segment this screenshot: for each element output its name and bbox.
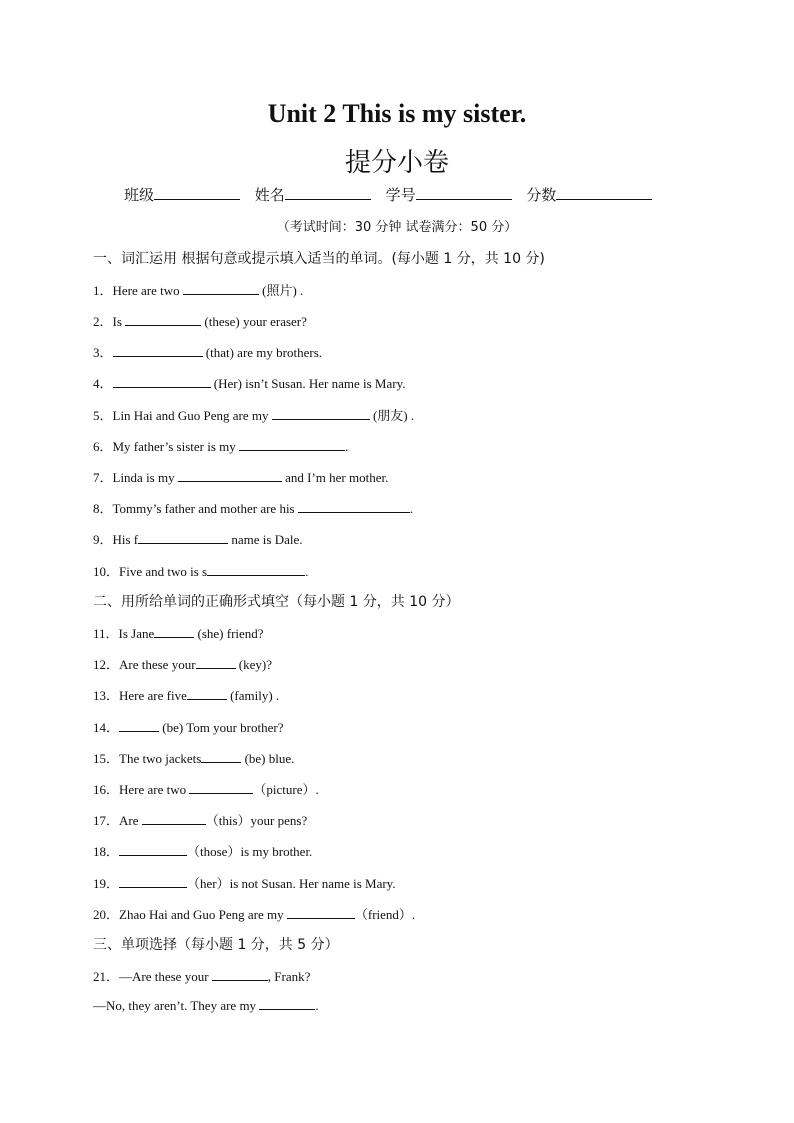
question-hint: （those）is my brother. <box>187 844 313 859</box>
answer-blank[interactable] <box>189 781 253 794</box>
question-text: 17．Are <box>93 813 142 828</box>
question-text: 14． <box>93 720 120 735</box>
question-hint: name is Dale. <box>228 532 303 547</box>
exam-meta: （考试时间：30 分钟 试卷满分：50 分） <box>276 220 518 235</box>
class-label: 班级 <box>124 186 155 204</box>
answer-blank[interactable] <box>113 375 211 388</box>
question-5 <box>93 405 414 424</box>
question-12 <box>93 654 272 673</box>
question-21-reply <box>93 997 319 1014</box>
question-text: 20．Zhao Hai and Guo Peng are my <box>93 907 287 922</box>
student-id-label: 学号 <box>385 186 416 204</box>
question-hint: . <box>305 564 309 579</box>
answer-blank[interactable] <box>142 812 206 825</box>
question-text: 9．His f <box>93 532 139 547</box>
answer-blank[interactable] <box>138 531 228 544</box>
question-17 <box>93 810 307 829</box>
student-info-row <box>124 184 662 205</box>
question-text: 1．Here are two <box>93 283 183 298</box>
question-text: 11．Is Jane <box>93 626 155 641</box>
class-field[interactable] <box>154 185 240 200</box>
answer-blank[interactable] <box>196 656 236 669</box>
question-16 <box>93 779 319 798</box>
question-hint: , Frank? <box>267 969 311 984</box>
name-label: 姓名 <box>254 186 285 204</box>
section-heading-2: 二、用所给单词的正确形式填空（每小题 1 分，共 10 分） <box>93 594 460 610</box>
question-10 <box>93 561 308 580</box>
question-hint: （her）is not Susan. Her name is Mary. <box>187 876 396 891</box>
question-4 <box>93 373 405 392</box>
student-id-field[interactable] <box>416 185 512 200</box>
question-hint: （friend）. <box>354 907 416 922</box>
question-hint: . <box>345 439 349 454</box>
question-text: 19． <box>93 876 120 891</box>
question-hint: (朋友) . <box>369 408 415 423</box>
question-20 <box>93 904 415 923</box>
score-label: 分数 <box>526 186 557 204</box>
question-hint: (be) Tom your brother? <box>159 720 284 735</box>
answer-blank[interactable] <box>119 843 187 856</box>
section-heading-3: 三、单项选择（每小题 1 分，共 5 分） <box>93 937 339 953</box>
question-text: —No, they aren’t. They are my <box>93 998 260 1013</box>
question-hint: （this）your pens? <box>205 813 308 828</box>
question-hint: (she) friend? <box>194 626 264 641</box>
question-15 <box>93 748 294 767</box>
answer-blank[interactable] <box>119 719 159 732</box>
question-text: 4． <box>93 376 113 391</box>
question-hint: (key)? <box>235 657 272 672</box>
question-text: 3． <box>93 345 113 360</box>
question-14 <box>93 717 284 736</box>
question-9 <box>93 529 303 548</box>
answer-blank[interactable] <box>259 997 315 1010</box>
answer-blank[interactable] <box>187 687 227 700</box>
question-text: 7．Linda is my <box>93 470 178 485</box>
question-11 <box>93 623 264 642</box>
answer-blank[interactable] <box>178 469 282 482</box>
question-text: 2．Is <box>93 314 126 329</box>
section-heading-1: 一、词汇运用 根据句意或提示填入适当的单词。(每小题 1 分，共 10 分) <box>93 251 545 267</box>
answer-blank[interactable] <box>239 438 345 451</box>
question-13 <box>93 685 279 704</box>
answer-blank[interactable] <box>212 968 268 981</box>
question-hint: (Her) isn’t Susan. Her name is Mary. <box>210 376 406 391</box>
question-hint: （picture）. <box>253 782 319 797</box>
question-hint: and I’m her mother. <box>281 470 389 485</box>
answer-blank[interactable] <box>113 344 203 357</box>
answer-blank[interactable] <box>287 906 355 919</box>
question-text: 16．Here are two <box>93 782 190 797</box>
question-text: 5．Lin Hai and Guo Peng are my <box>93 408 272 423</box>
question-text: 15．The two jackets <box>93 751 202 766</box>
answer-blank[interactable] <box>207 563 305 576</box>
question-18 <box>93 841 312 860</box>
answer-blank[interactable] <box>183 282 259 295</box>
question-hint: . <box>409 501 414 516</box>
page-title: Unit 2 This is my sister. <box>267 99 527 128</box>
question-text: 8．Tommy’s father and mother are his <box>93 501 298 516</box>
question-hint: (that) are my brothers. <box>202 345 322 360</box>
question-1 <box>93 280 303 299</box>
question-8 <box>93 498 413 517</box>
answer-blank[interactable] <box>298 500 410 513</box>
answer-blank[interactable] <box>125 313 201 326</box>
question-hint: (照片) . <box>258 283 304 298</box>
question-hint: (family) . <box>226 688 280 703</box>
question-text: 6．My father’s sister is my <box>93 439 239 454</box>
answer-blank[interactable] <box>154 625 194 638</box>
question-hint: (these) your eraser? <box>201 314 307 329</box>
question-3 <box>93 342 322 361</box>
question-hint: . <box>315 998 319 1013</box>
question-2 <box>93 311 307 330</box>
question-7 <box>93 467 388 486</box>
answer-blank[interactable] <box>119 875 187 888</box>
page-subtitle: 提分小卷 <box>344 148 449 178</box>
question-text: 13．Here are five <box>93 688 187 703</box>
question-text: 18． <box>93 844 120 859</box>
question-19 <box>93 873 396 892</box>
question-6 <box>93 436 348 455</box>
question-hint: (be) blue. <box>241 751 295 766</box>
question-21 <box>93 966 310 985</box>
score-field[interactable] <box>556 185 652 200</box>
question-text: 10．Five and two is s <box>93 564 208 579</box>
question-text: 21．—Are these your <box>93 969 212 984</box>
name-field[interactable] <box>285 185 371 200</box>
answer-blank[interactable] <box>272 407 370 420</box>
answer-blank[interactable] <box>201 750 241 763</box>
question-text: 12．Are these your <box>93 657 196 672</box>
